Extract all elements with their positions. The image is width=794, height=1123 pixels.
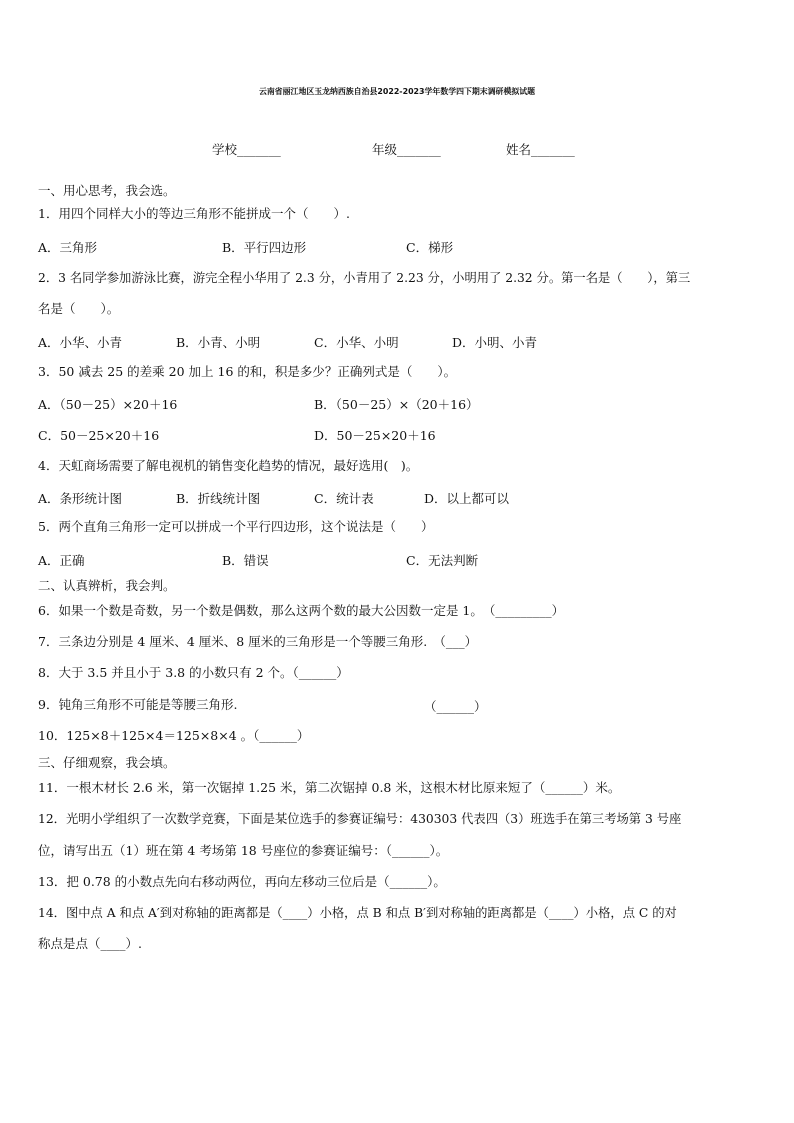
question-5: 5．两个直角三角形一定可以拼成一个平行四边形，这个说法是（ ） (38, 519, 434, 534)
question-12-line-1: 12．光明小学组织了一次数学竞赛，下面是某位选手的参赛证编号：430303 代表四（3）班选手在第三考场第 3 号座 (38, 812, 682, 826)
question-14-line-1: 14．图中点 A 和点 A′到对称轴的距离都是（____）小格，点 B 和点 B′到对称轴的距离都是（____）小格，点 C 的对 (38, 906, 677, 920)
q2-option-b: B．小青、小明 (176, 335, 261, 350)
q2-option-a: A．小华、小青 (38, 335, 123, 350)
question-9-answer-blank: （______） (424, 699, 487, 714)
question-9: 9．钝角三角形不可能是等腰三角形. (38, 697, 238, 712)
question-11: 11．一根木材长 2.6 米，第一次锯掉 1.25 米，第二次锯掉 0.8 米，这根木材比原来短了（______）米。 (38, 780, 621, 795)
q3-option-c: C．50－25×20＋16 (38, 428, 160, 443)
question-4: 4．天虹商场需要了解电视机的销售变化趋势的情况，最好选用( )。 (38, 458, 419, 473)
question-14-line-2: 称点是点（____）. (38, 936, 142, 951)
q2-option-c: C．小华、小明 (314, 335, 399, 350)
q3-option-b: B．（50－25）×（20＋16） (314, 397, 479, 412)
q4-option-a: A．条形统计图 (38, 491, 123, 506)
section-heading-judge: 二、认真辨析，我会判。 (38, 578, 176, 593)
question-6: 6．如果一个数是奇数，另一个数是偶数，那么这两个数的最大公因数一定是 1。 （_________） (38, 603, 565, 618)
question-2-line-1: 2．3 名同学参加游泳比赛，游完全程小华用了 2.3 分，小青用了 2.23 分，小明用了 2.32 分。第一名是（ ），第三 (38, 271, 691, 285)
question-12-line-2: 位，请写出五（1）班在第 4 考场第 18 号座位的参赛证编号：（______）。 (38, 843, 449, 858)
school-field: 学校_______ (212, 142, 281, 157)
q2-option-d: D．小明、小青 (452, 335, 538, 350)
section-heading-fill: 三、仔细观察，我会填。 (38, 755, 176, 770)
question-8: 8．大于 3.5 并且小于 3.8 的小数只有 2 个。（______） (38, 665, 349, 680)
q1-option-b: B．平行四边形 (222, 240, 307, 255)
q3-option-a: A．（50－25）×20＋16 (38, 397, 178, 412)
question-3: 3．50 减去 25 的差乘 20 加上 16 的和，积是多少？正确列式是（ ）。 (38, 364, 457, 379)
page-title: 云南省丽江地区玉龙纳西族自治县2022-2023学年数学四下期末调研模拟试题 (258, 87, 536, 96)
question-13: 13．把 0.78 的小数点先向右移动两位，再向左移动三位后是（______）。 (38, 874, 446, 889)
question-7: 7．三条边分别是 4 厘米、4 厘米、8 厘米的三角形是一个等腰三角形. （___） (38, 634, 478, 649)
q4-option-c: C．统计表 (314, 491, 374, 506)
grade-field: 年级_______ (372, 142, 441, 157)
q1-option-c: C．梯形 (406, 240, 454, 255)
q3-option-d: D．50－25×20＋16 (314, 428, 436, 443)
q1-option-a: A．三角形 (38, 240, 98, 255)
q5-option-a: A．正确 (38, 553, 85, 568)
question-2-line-2: 名是（ ）。 (38, 301, 120, 316)
q4-option-d: D．以上都可以 (424, 491, 510, 506)
section-heading-choice: 一、用心思考，我会选。 (38, 183, 176, 198)
q5-option-b: B．错误 (222, 553, 269, 568)
q4-option-b: B．折线统计图 (176, 491, 261, 506)
name-field: 姓名_______ (506, 142, 575, 157)
question-1: 1．用四个同样大小的等边三角形不能拼成一个（ ）. (38, 206, 350, 221)
q5-option-c: C．无法判断 (406, 553, 479, 568)
question-10: 10．125×8＋125×4＝125×8×4 。（______） (38, 728, 310, 743)
